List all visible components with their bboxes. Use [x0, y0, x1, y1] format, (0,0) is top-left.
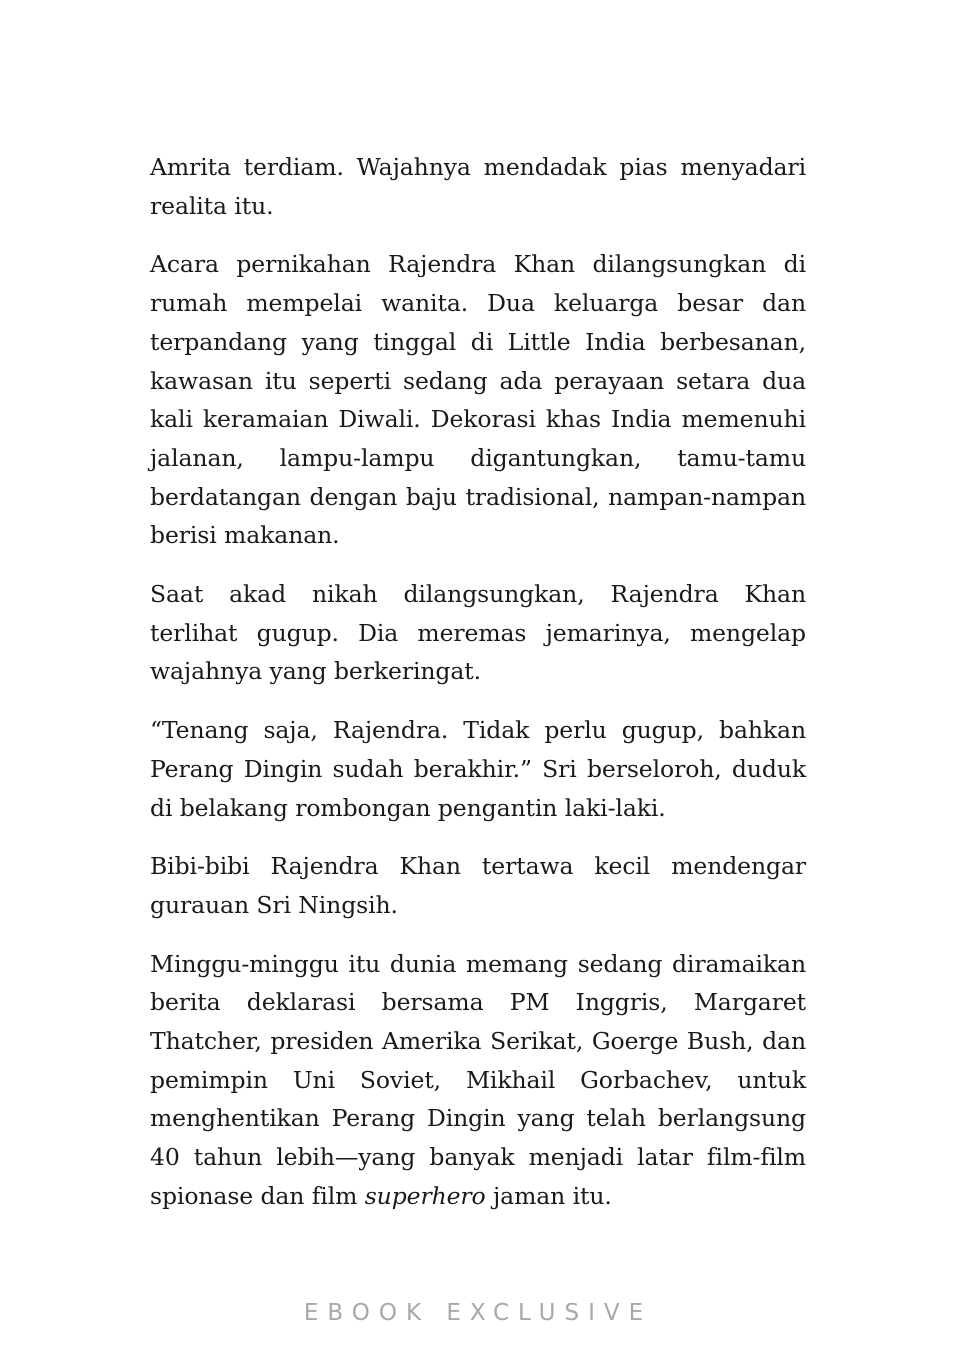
paragraph-6-text-start: Minggu-minggu itu dunia memang sedang diramaikan berita deklarasi bersama PM Inggris, Margaret Thatcher, presiden Amerika Serikat, Goerge Bush, dan pemimpin Uni Soviet, Mikhail Gorbachev, untuk menghentikan Perang Dingin yang telah berlangsung 40 tahun lebih—yang banyak menjadi latar film-film spionase dan film [150, 949, 806, 1210]
paragraph-6-text-end: jaman itu. [485, 1181, 612, 1210]
paragraph-5: Bibi-bibi Rajendra Khan tertawa kecil mendengar gurauan Sri Ningsih. [150, 852, 806, 919]
paragraph-6-italic-term: superhero [364, 1181, 486, 1210]
paragraph-1: Amrita terdiam. Wajahnya mendadak pias menyadari realita itu. [150, 153, 806, 220]
book-page-body [150, 148, 806, 1236]
paragraph-4: “Tenang saja, Rajendra. Tidak perlu gugup, bahkan Perang Dingin sudah berakhir.” Sri berseloroh, duduk di belakang rombongan pengantin laki-laki. [150, 716, 806, 822]
ebook-exclusive-footer: EBOOK EXCLUSIVE [303, 1300, 653, 1326]
paragraph-2: Acara pernikahan Rajendra Khan dilangsungkan di rumah mempelai wanita. Dua keluarga besar dan terpandang yang tinggal di Little India berbesanan, kawasan itu seperti sedang ada perayaan setara dua kali keramaian Diwali. Dekorasi khas India memenuhi jalanan, lampu-lampu digantungkan, tamu-tamu berdatangan dengan baju tradisional, nampan-nampan berisi makanan. [150, 250, 806, 550]
paragraph-3: Saat akad nikah dilangsungkan, Rajendra Khan terlihat gugup. Dia meremas jemarinya, mengelap wajahnya yang berkeringat. [150, 580, 806, 686]
paragraph-6 [150, 945, 806, 1216]
